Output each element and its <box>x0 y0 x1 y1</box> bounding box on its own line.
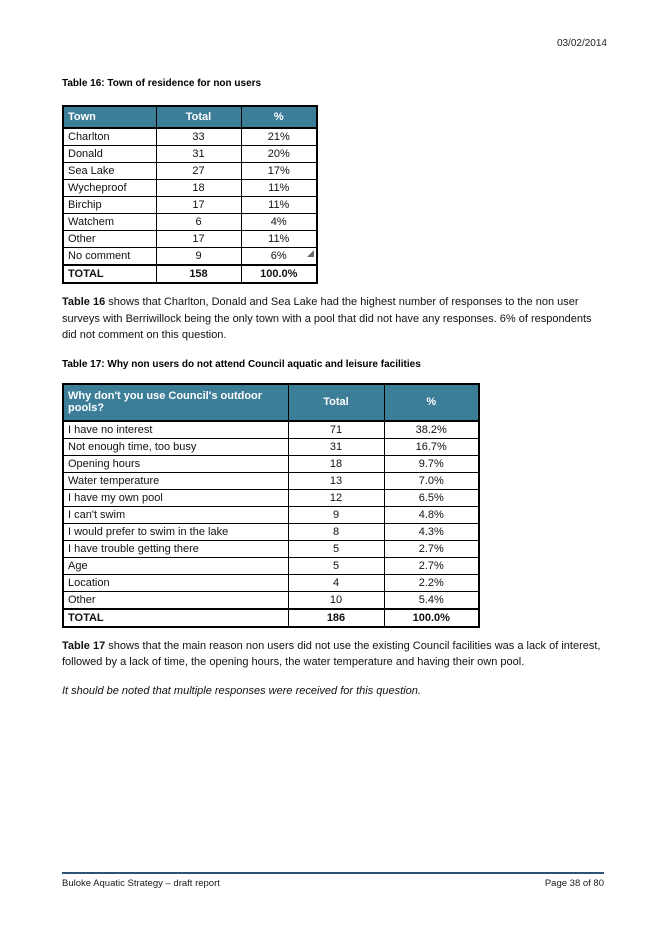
table-cell: Watchem <box>63 214 156 231</box>
table-row <box>63 146 317 163</box>
table16-header-row <box>63 106 317 128</box>
table-cell: 13 <box>288 472 384 489</box>
table-cell: Birchip <box>63 197 156 214</box>
table-cell: 31 <box>156 146 241 163</box>
table17-header-total: Total <box>288 384 384 421</box>
table-row <box>63 248 317 266</box>
table-cell: 8 <box>288 523 384 540</box>
table-cell: 4.3% <box>384 523 479 540</box>
table-cell: Sea Lake <box>63 163 156 180</box>
table-cell: No comment <box>63 248 156 266</box>
table-cell: Other <box>63 231 156 248</box>
table17-summary-text: shows that the main reason non users did not use the existing Council facilities was a lack of interest, followed by a lack of time, the opening hours, the water temperature and having their own pool. <box>62 639 601 668</box>
table-cell: 2.7% <box>384 540 479 557</box>
table-cell: 18 <box>288 455 384 472</box>
table-cell: 11% <box>241 231 317 248</box>
table16-header-total: Total <box>156 106 241 128</box>
table-cell: Opening hours <box>63 455 288 472</box>
table-cell: I can't swim <box>63 506 288 523</box>
table16-summary <box>62 294 607 344</box>
table-cell: 5 <box>288 557 384 574</box>
table17-summary-lead: Table 17 <box>62 639 106 652</box>
table-cell: 9.7% <box>384 455 479 472</box>
table-cell: 18 <box>156 180 241 197</box>
footer-report-title: Buloke Aquatic Strategy – draft report <box>62 878 220 889</box>
table17-total-label: TOTAL <box>63 609 288 627</box>
table-row <box>63 472 479 489</box>
table16-total-percent: 100.0% <box>241 265 317 283</box>
table-cell: 6.5% <box>384 489 479 506</box>
table-cell: I would prefer to swim in the lake <box>63 523 288 540</box>
table-cell: 6 <box>156 214 241 231</box>
table17-total-count: 186 <box>288 609 384 627</box>
table17-total-row <box>63 609 479 627</box>
table-cell: 11% <box>241 197 317 214</box>
table-cell: 38.2% <box>384 421 479 439</box>
table17-header-question: Why don't you use Council's outdoor pools? <box>63 384 288 421</box>
table-cell: 27 <box>156 163 241 180</box>
table-cell: Charlton <box>63 128 156 146</box>
table-row <box>63 455 479 472</box>
table-cell: I have my own pool <box>63 489 288 506</box>
table-cell: Wycheproof <box>63 180 156 197</box>
table17-body <box>63 421 479 609</box>
table-cell: 5.4% <box>384 591 479 609</box>
table-cell: 71 <box>288 421 384 439</box>
table16-caption: Table 16: Town of residence for non users <box>62 78 262 89</box>
table-row <box>63 506 479 523</box>
table-cell: 6% <box>241 248 317 266</box>
table16-total-count: 158 <box>156 265 241 283</box>
table-row <box>63 128 317 146</box>
table-cell: 2.7% <box>384 557 479 574</box>
table-row <box>63 214 317 231</box>
table-cell: 10 <box>288 591 384 609</box>
table-cell: I have trouble getting there <box>63 540 288 557</box>
table-row <box>63 523 479 540</box>
table16-head <box>63 106 317 128</box>
table-cell: 12 <box>288 489 384 506</box>
table-cell: 33 <box>156 128 241 146</box>
table-row <box>63 421 479 439</box>
table16-header-percent: % <box>241 106 317 128</box>
table-cell: 20% <box>241 146 317 163</box>
table-row <box>63 231 317 248</box>
table16 <box>62 105 318 284</box>
header-date: 03/02/2014 <box>556 38 607 49</box>
table17-summary <box>62 638 607 671</box>
table17-foot <box>63 609 479 627</box>
table-cell: 4.8% <box>384 506 479 523</box>
table-cell: Not enough time, too busy <box>63 438 288 455</box>
table-cell: 5 <box>288 540 384 557</box>
table17-caption: Table 17: Why non users do not attend Council aquatic and leisure facilities <box>62 358 421 370</box>
table-row <box>63 540 479 557</box>
table-row <box>63 163 317 180</box>
table-cell: Age <box>63 557 288 574</box>
table-cell: 2.2% <box>384 574 479 591</box>
table-cell: 7.0% <box>384 472 479 489</box>
table17-head <box>63 384 479 421</box>
table-row <box>63 557 479 574</box>
footer-page-number: Page 38 of 80 <box>544 878 604 889</box>
table-cell: Water temperature <box>63 472 288 489</box>
table-row <box>63 591 479 609</box>
table-cell: Location <box>63 574 288 591</box>
table16-header-town: Town <box>63 106 156 128</box>
table-row <box>63 489 479 506</box>
table-cell: Donald <box>63 146 156 163</box>
table-cell: I have no interest <box>63 421 288 439</box>
table-row <box>63 574 479 591</box>
table-cell: 9 <box>156 248 241 266</box>
table16-body <box>63 128 317 265</box>
table-row <box>63 438 479 455</box>
table-cell: 17 <box>156 231 241 248</box>
table16-total-label: TOTAL <box>63 265 156 283</box>
table16-summary-lead: Table 16 <box>62 296 106 308</box>
table-cell: Other <box>63 591 288 609</box>
table-cell: 16.7% <box>384 438 479 455</box>
table16-summary-text: shows that Charlton, Donald and Sea Lake had the highest number of responses to the non user surveys with Berriwillock being the only town with a pool that did not have any responses. 6% of respondents did not comment on this question. <box>62 296 592 341</box>
table-cell: 11% <box>241 180 317 197</box>
page-footer <box>62 872 604 889</box>
table-cell: 17% <box>241 163 317 180</box>
table-row <box>63 197 317 214</box>
multiple-responses-note: It should be noted that multiple responses were received for this question. <box>62 684 421 697</box>
table-cell: 9 <box>288 506 384 523</box>
table17-total-percent: 100.0% <box>384 609 479 627</box>
table-cell: 4% <box>241 214 317 231</box>
table16-total-row <box>63 265 317 283</box>
table16-foot <box>63 265 317 283</box>
table-cell: 17 <box>156 197 241 214</box>
table17 <box>62 383 480 628</box>
table-cell: 31 <box>288 438 384 455</box>
table-row <box>63 180 317 197</box>
cell-corner-mark <box>307 250 314 257</box>
table17-header-row <box>63 384 479 421</box>
table-cell: 4 <box>288 574 384 591</box>
table17-header-percent: % <box>384 384 479 421</box>
table-cell: 21% <box>241 128 317 146</box>
